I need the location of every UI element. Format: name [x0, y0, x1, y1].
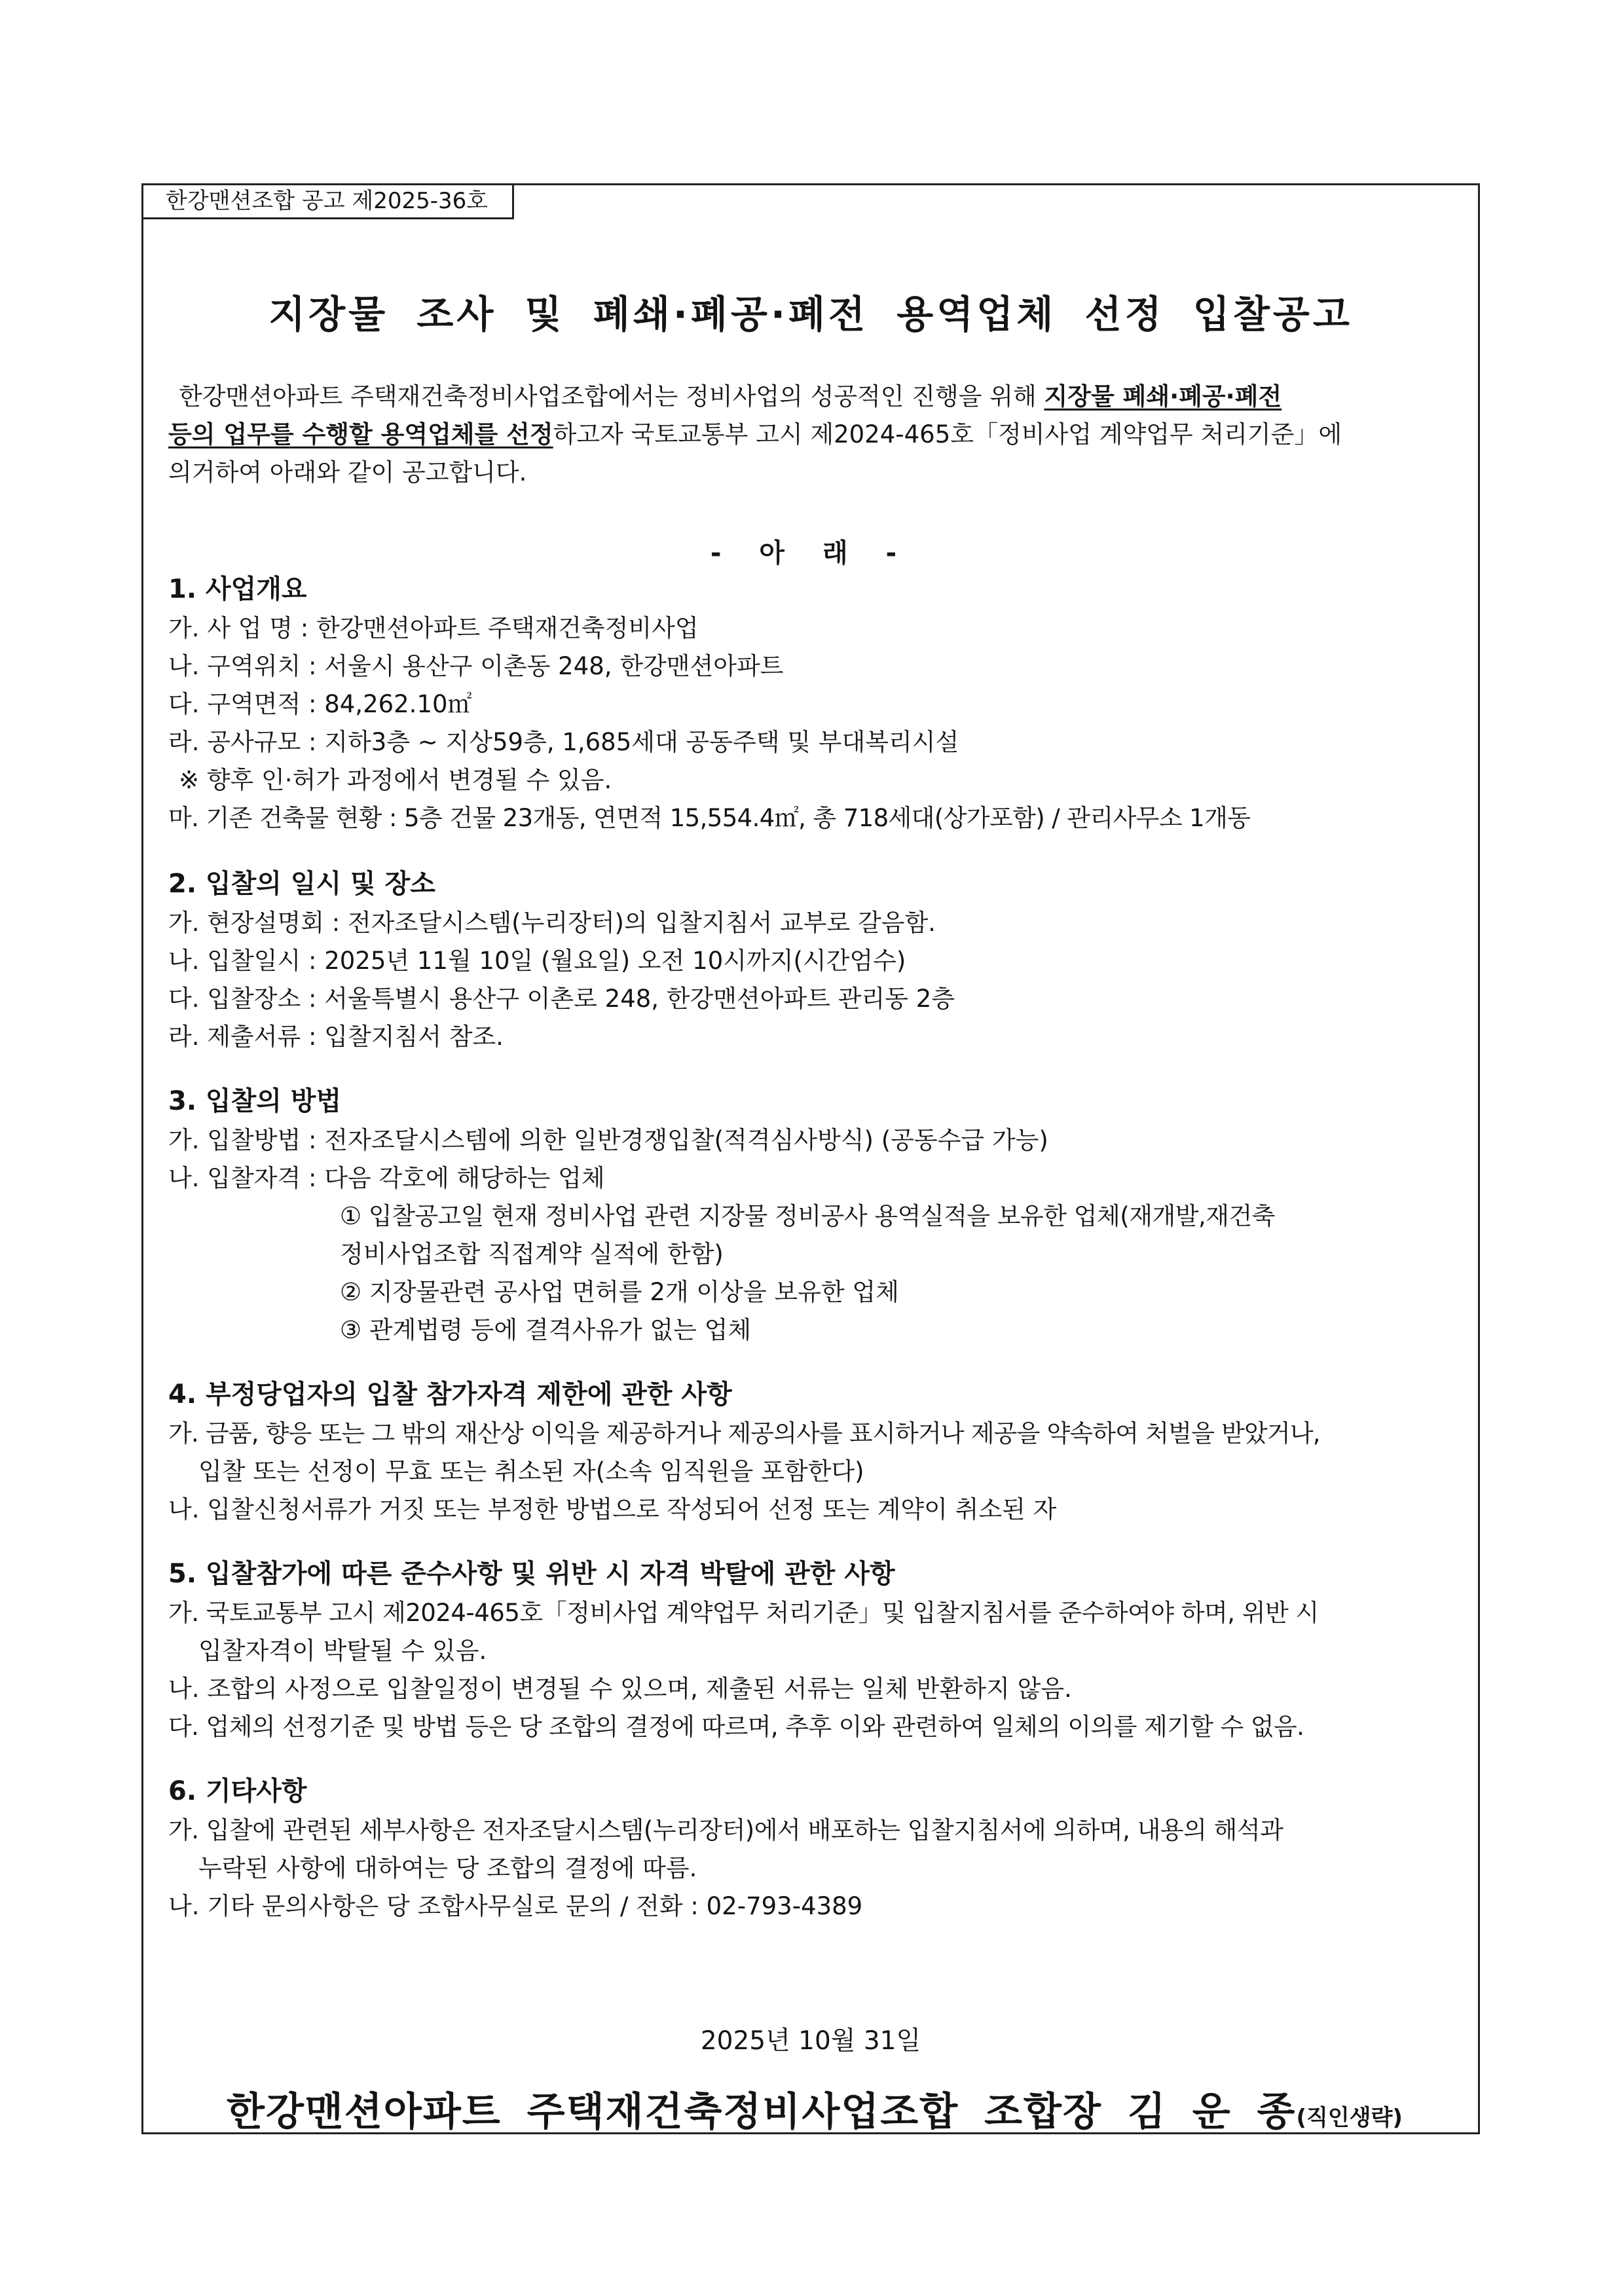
- note-text: ※ 향후 인·허가 과정에서 변경될 수 있음.: [179, 766, 612, 794]
- list-item: ① 입찰공고일 현재 정비사업 관련 지장물 정비공사 용역실적을 보유한 업체(재개발,재건축: [340, 1202, 1275, 1230]
- section-heading: 2. 입찰의 일시 및 장소: [168, 869, 435, 899]
- list-item: ② 지장물관련 공사업 면허를 2개 이상을 보유한 업체: [340, 1278, 899, 1306]
- notice-date: 2025년 10월 31일: [700, 2026, 921, 2056]
- section-heading: 1. 사업개요: [168, 574, 307, 604]
- list-item: 가. 국토교통부 고시 제2024-465호「정비사업 계약업무 처리기준」및 입찰지침서를 준수하여야 하며, 위반 시: [168, 1599, 1319, 1627]
- section-heading: 3. 입찰의 방법: [168, 1086, 342, 1116]
- intro-text: 한강맨션아파트 주택재건축정비사업조합에서는 정비사업의 성공적인 진행을 위해: [179, 382, 1044, 410]
- page-title: 지장물 조사 및 폐쇄·폐공·폐전 용역업체 선정 입찰공고: [268, 292, 1353, 337]
- below-label: - 아 래 -: [710, 538, 912, 568]
- intro-line-2: [168, 418, 1342, 451]
- list-item: 나. 입찰자격 : 다음 각호에 해당하는 업체: [168, 1164, 605, 1192]
- list-item: 가. 사 업 명 : 한강맨션아파트 주택재건축정비사업: [168, 614, 699, 642]
- list-item: 다. 업체의 선정기준 및 방법 등은 당 조합의 결정에 따르며, 추후 이와 관련하여 일체의 이의를 제기할 수 없음.: [168, 1713, 1304, 1741]
- intro-line-3: 의거하여 아래와 같이 공고합니다.: [168, 458, 527, 486]
- list-item: 나. 입찰일시 : 2025년 11월 10일 (월요일) 오전 10시까지(시간엄수): [168, 947, 906, 975]
- list-item: 라. 공사규모 : 지하3층 ~ 지상59층, 1,685세대 공동주택 및 부대복리시설: [168, 728, 959, 756]
- list-item: 가. 입찰에 관련된 세부사항은 전자조달시스템(누리장터)에서 배포하는 입찰지침서에 의하며, 내용의 해석과: [168, 1816, 1283, 1844]
- seal-omitted-note: (직인생략): [1296, 2105, 1403, 2131]
- list-item: 라. 제출서류 : 입찰지침서 참조.: [168, 1023, 504, 1051]
- list-item: 다. 입찰장소 : 서울특별시 용산구 이촌로 248, 한강맨션아파트 관리동 2층: [168, 985, 955, 1013]
- list-item: 가. 금품, 향응 또는 그 밖의 재산상 이익을 제공하거나 제공의사를 표시하거나 제공을 약속하여 처벌을 받았거나,: [168, 1419, 1320, 1448]
- list-item: 나. 구역위치 : 서울시 용산구 이촌동 248, 한강맨션아파트: [168, 652, 784, 680]
- section-heading: 6. 기타사항: [168, 1776, 307, 1806]
- list-item: 정비사업조합 직접계약 실적에 한함): [340, 1240, 724, 1268]
- section-heading: 4. 부정당업자의 입찰 참가자격 제한에 관한 사항: [168, 1379, 732, 1410]
- list-item: 다. 구역면적 : 84,262.10㎡: [168, 690, 472, 718]
- list-item: 나. 입찰신청서류가 거짓 또는 부정한 방법으로 작성되어 선정 또는 계약이 취소된 자: [168, 1495, 1057, 1523]
- list-item: 나. 조합의 사정으로 입찰일정이 변경될 수 있으며, 제출된 서류는 일체 반환하지 않음.: [168, 1675, 1072, 1703]
- list-item: 마. 기존 건축물 현황 : 5층 건물 23개동, 연면적 15,554.4㎡, 총 718세대(상가포함) / 관리사무소 1개동: [168, 804, 1251, 832]
- list-item: 가. 입찰방법 : 전자조달시스템에 의한 일반경쟁입찰(적격심사방식) (공동수급 가능): [168, 1126, 1048, 1154]
- list-item: 입찰 또는 선정이 무효 또는 취소된 자(소속 임직원을 포함한다): [198, 1457, 864, 1485]
- list-item: ③ 관계법령 등에 결격사유가 없는 업체: [340, 1316, 752, 1344]
- section-heading: 5. 입찰참가에 따른 준수사항 및 위반 시 자격 박탈에 관한 사항: [168, 1559, 895, 1589]
- intro-text: 하고자 국토교통부 고시 제2024-465호「정비사업 계약업무 처리기준」에: [553, 420, 1342, 448]
- intro-emphasis: 지장물 폐쇄·폐공·폐전: [1044, 382, 1282, 410]
- notice-number: 한강맨션조합 공고 제2025-36호: [143, 185, 514, 219]
- signature-text: 한강맨션아파트 주택재건축정비사업조합 조합장 김 운 종: [227, 2089, 1297, 2135]
- signature-line: [176, 2081, 1453, 2137]
- notice-frame: [141, 183, 1480, 2134]
- intro-emphasis: 등의 업무를 수행할 용역업체를 선정: [168, 420, 553, 448]
- list-item: 입찰자격이 박탈될 수 있음.: [198, 1637, 487, 1665]
- list-item: 나. 기타 문의사항은 당 조합사무실로 문의 / 전화 : 02-793-4389: [168, 1892, 863, 1920]
- list-item: 가. 현장설명회 : 전자조달시스템(누리장터)의 입찰지침서 교부로 갈음함.: [168, 909, 936, 937]
- list-item: 누락된 사항에 대하여는 당 조합의 결정에 따름.: [198, 1854, 697, 1882]
- intro-line-1: [179, 380, 1282, 413]
